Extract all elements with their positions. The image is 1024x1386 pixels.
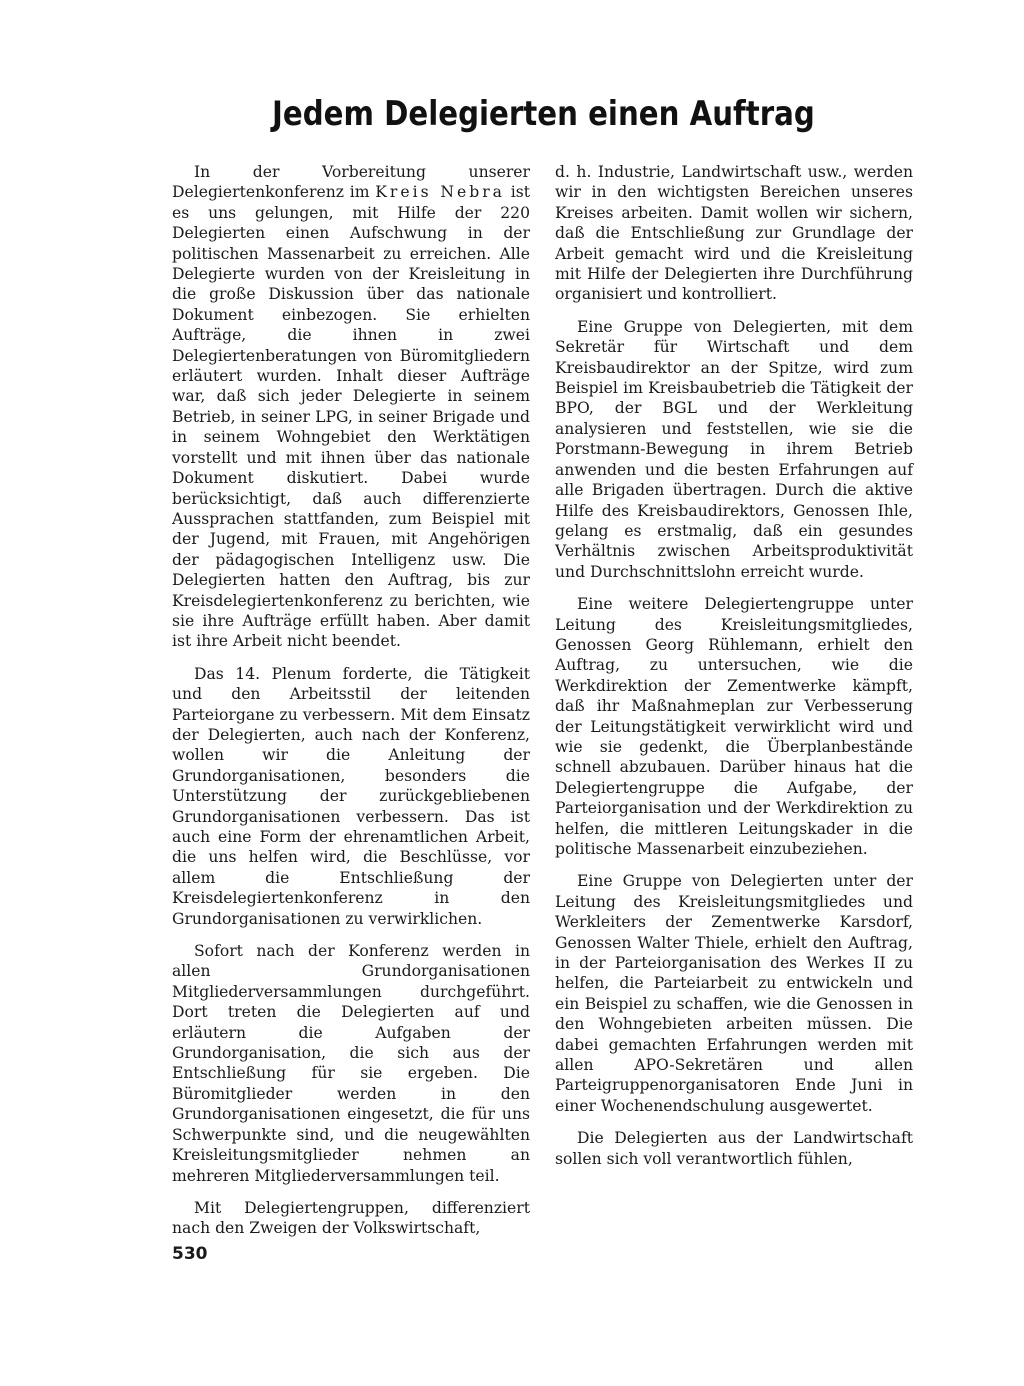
- left-column: [172, 162, 530, 1251]
- paragraph-continued: d. h. Industrie, Landwirtschaft usw., werden wir in den wichtigsten Bereichen unseres Kreises arbeiten. Damit wollen wir sichern, daß die Entschließung zur Grundlage der Arbeit gemacht wird und die Kreisleitung mit Hilfe der Delegierten ihre Durchführung organisiert und kontrolliert.: [555, 163, 913, 304]
- paragraph-text: ist es uns gelungen, mit Hilfe der 220 Delegierten einen Aufschwung in der politischen Massenarbeit zu erreichen. Alle Delegierte wurden von der Kreisleitung in die große Diskussion über das nationale Dokument einbezogen. Sie erhielten Aufträge, die ihnen in zwei Delegiertenberatungen von Büromitgliedern erläutert wurden. Inhalt dieser Aufträge war, daß sich jeder Delegierte in seinem Betrieb, in seiner LPG, in seiner Brigade und in seinem Wohngebiet den Werktätigen vorstellt und mit ihnen über das nationale Dokument diskutiert. Dabei wurde berücksichtigt, daß auch differenzierte Aussprachen stattfanden, zum Beispiel mit der Jugend, mit Frauen, mit Angehörigen der pädagogischen Intelligenz usw. Die Delegierten hatten den Auftrag, bis zur Kreisdelegiertenkonferenz zu berichten, wie sie ihre Aufträge erfüllt haben. Aber damit ist ihre Arbeit nicht beendet.: [172, 183, 530, 651]
- paragraph: Sofort nach der Konferenz werden in allen Grundorganisationen Mitgliederversammlungen durchgeführt. Dort treten die Delegierten auf und erläutern die Aufgaben der Grundorganisation, die sich aus der Entschließung für sie ergeben. Die Büromitglieder werden in den Grundorganisationen eingesetzt, die für uns Schwerpunkte sind, und die neugewählten Kreisleitungsmitglieder nehmen an mehreren Mitgliederversammlungen teil.: [172, 942, 530, 1185]
- emphasized-place-name: Kreis Nebra: [375, 183, 505, 202]
- paragraph: Die Delegierten aus der Landwirtschaft sollen sich voll verantwortlich fühlen,: [555, 1129, 913, 1168]
- paragraph: [172, 162, 530, 652]
- paragraph-text: In der Vorbereitung unserer Delegiertenkonferenz im: [172, 163, 530, 202]
- page-number: 530: [172, 1244, 208, 1264]
- article-title: Jedem Delegierten einen Auftrag: [272, 94, 815, 134]
- right-column: [555, 162, 913, 1181]
- paragraph: Eine Gruppe von Delegierten unter der Leitung des Kreisleitungsmitgliedes und Werkleiters der Zementwerke Karsdorf, Genossen Walter Thiele, erhielt den Auftrag, in der Parteiorganisation des Werkes II zu helfen, die Parteiarbeit zu entwickeln und ein Beispiel zu schaffen, wie die Genossen in den Wohngebieten arbeiten müssen. Die dabei gemachten Erfahrungen werden mit allen APO-Sekretären und allen Parteigruppenorganisatoren Ende Juni in einer Wochenendschulung ausgewertet.: [555, 872, 913, 1115]
- paragraph: Eine weitere Delegiertengruppe unter Leitung des Kreisleitungsmitgliedes, Genossen Georg Rühlemann, erhielt den Auftrag, zu untersuchen, wie die Werkdirektion der Zementwerke kämpft, daß ihr Maßnahmeplan zur Verbesserung der Leitungstätigkeit verwirklicht wird und wie sie gedenkt, die Überplanbestände schnell abzubauen. Darüber hinaus hat die Delegiertengruppe die Aufgabe, der Parteiorganisation und der Werkdirektion zu helfen, die mittleren Leitungskader in die politische Massenarbeit einzubeziehen.: [555, 595, 913, 858]
- paragraph: Das 14. Plenum forderte, die Tätigkeit und den Arbeitsstil der leitenden Parteiorgane zu verbessern. Mit dem Einsatz der Delegierten, auch nach der Konferenz, wollen wir die Anleitung der Grundorganisationen, besonders die Unterstützung der zurückgebliebenen Grundorganisationen verbessern. Das ist auch eine Form der ehrenamtlichen Arbeit, die uns helfen wird, die Beschlüsse, vor allem die Entschließung der Kreisdelegiertenkonferenz in den Grundorganisationen zu verwirklichen.: [172, 664, 530, 928]
- paragraph: Mit Delegiertengruppen, differenziert nach den Zweigen der Volkswirtschaft,: [172, 1198, 530, 1238]
- paragraph: Eine Gruppe von Delegierten, mit dem Sekretär für Wirtschaft und dem Kreisbaudirektor an der Spitze, wird zum Beispiel im Kreisbaubetrieb die Tätigkeit der BPO, der BGL und der Werkleitung analysieren und feststellen, wie sie die Porstmann-Bewegung in ihrem Betrieb anwenden und die besten Erfahrungen auf alle Brigaden übertragen. Durch die aktive Hilfe des Kreisbaudirektors, Genossen Ihle, gelang es erstmalig, daß ein gesundes Verhältnis zwischen Arbeitsproduktivität und Durchschnittslohn erreicht wurde.: [555, 317, 913, 581]
